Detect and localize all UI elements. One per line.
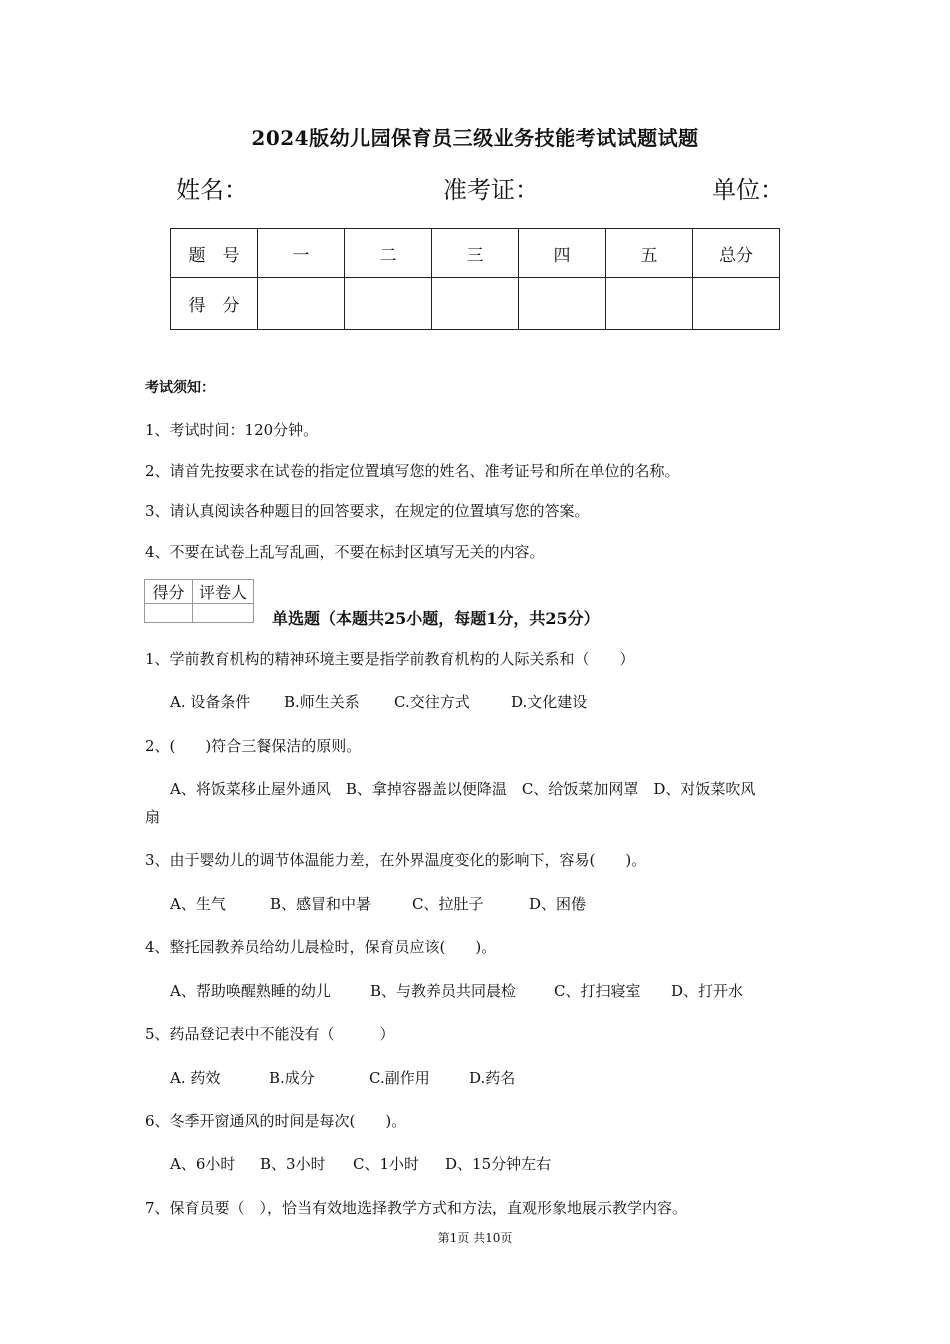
score-table-cell: 五: [606, 229, 693, 278]
question-option: A、6小时: [170, 1155, 236, 1173]
score-table-cell: 四: [519, 229, 606, 278]
question-option: A、帮助唤醒熟睡的幼儿: [170, 982, 331, 1000]
question-option: B.师生关系: [284, 693, 360, 711]
question-option: C.副作用: [369, 1069, 430, 1087]
question-option: B、3小时: [260, 1155, 326, 1173]
question-option: B、与教养员共同晨检: [370, 982, 517, 1000]
unit-label: 单位：: [712, 176, 784, 204]
question-stem: 7、保育员要（ ），恰当有效地选择教学方式和方法，直观形象地展示教学内容。: [145, 1199, 688, 1217]
grader-name-empty: [193, 604, 254, 623]
grader-box: [144, 579, 254, 623]
question-option: B、感冒和中暑: [270, 895, 372, 913]
question-options-line: 扇: [145, 808, 161, 826]
question-option: D.药名: [469, 1069, 516, 1087]
section-title: 单选题（本题共25小题，每题1分，共25分）: [272, 609, 600, 628]
question-option: C、1小时: [353, 1155, 420, 1173]
question-option: C、打扫寝室: [554, 982, 641, 1000]
question-stem: 1、学前教育机构的精神环境主要是指学前教育机构的人际关系和（ ）: [145, 650, 635, 668]
question-options-line: A、将饭菜移止屋外通风 B、拿掉容器盖以便降温 C、给饭菜加网罩 D、对饭菜吹风: [170, 780, 756, 798]
exam-title: 2024版幼儿园保育员三级业务技能考试试题试题: [251, 126, 699, 150]
score-cell-empty: [258, 278, 345, 330]
grader-score-empty: [145, 604, 193, 623]
question-option: A. 药效: [170, 1069, 221, 1087]
score-table-header-row: [171, 229, 780, 278]
notice-heading: 考试须知：: [145, 380, 215, 396]
question-option: D.文化建设: [511, 693, 588, 711]
score-table-cell: 题 号: [171, 229, 258, 278]
question-option: A、生气: [170, 895, 226, 913]
notice-item: 2、请首先按要求在试卷的指定位置填写您的姓名、准考证号和所在单位的名称。: [145, 462, 680, 480]
question-stem: 3、由于婴幼儿的调节体温能力差，在外界温度变化的影响下，容易( )。: [145, 851, 647, 869]
score-table-cell: 总分: [693, 229, 780, 278]
score-cell-empty: [345, 278, 432, 330]
notice-item: 3、请认真阅读各种题目的回答要求，在规定的位置填写您的答案。: [145, 502, 590, 520]
score-cell-empty: [693, 278, 780, 330]
grader-score-label: 得分: [145, 580, 193, 604]
question-stem: 4、整托园教养员给幼儿晨检时，保育员应该( )。: [145, 938, 497, 956]
exam-id-label: 准考证：: [443, 176, 539, 204]
notice-item: 4、不要在试卷上乱写乱画，不要在标封区填写无关的内容。: [145, 543, 545, 561]
score-table-cell: 一: [258, 229, 345, 278]
score-table-score-row: [171, 278, 780, 330]
question-stem: 2、( )符合三餐保洁的原则。: [145, 737, 362, 755]
score-cell-empty: [606, 278, 693, 330]
question-stem: 5、药品登记表中不能没有（ ）: [145, 1025, 395, 1043]
score-table-cell: 三: [432, 229, 519, 278]
question-option: D、打开水: [671, 982, 744, 1000]
grader-name-label: 评卷人: [193, 580, 254, 604]
question-option: A. 设备条件: [170, 693, 251, 711]
score-cell-empty: [519, 278, 606, 330]
name-label: 姓名：: [176, 176, 248, 204]
score-cell-empty: [432, 278, 519, 330]
question-stem: 6、冬季开窗通风的时间是每次( )。: [145, 1112, 407, 1130]
question-option: C、拉肚子: [412, 895, 484, 913]
score-table: [170, 228, 780, 330]
question-option: B.成分: [269, 1069, 315, 1087]
notice-item: 1、考试时间：120分钟。: [145, 421, 319, 439]
score-row-label: 得 分: [171, 278, 258, 330]
score-table-cell: 二: [345, 229, 432, 278]
question-option: D、困倦: [529, 895, 587, 913]
question-option: C.交往方式: [394, 693, 470, 711]
page-footer: 第1页 共10页: [437, 1231, 513, 1245]
question-option: D、15分钟左右: [445, 1155, 552, 1173]
